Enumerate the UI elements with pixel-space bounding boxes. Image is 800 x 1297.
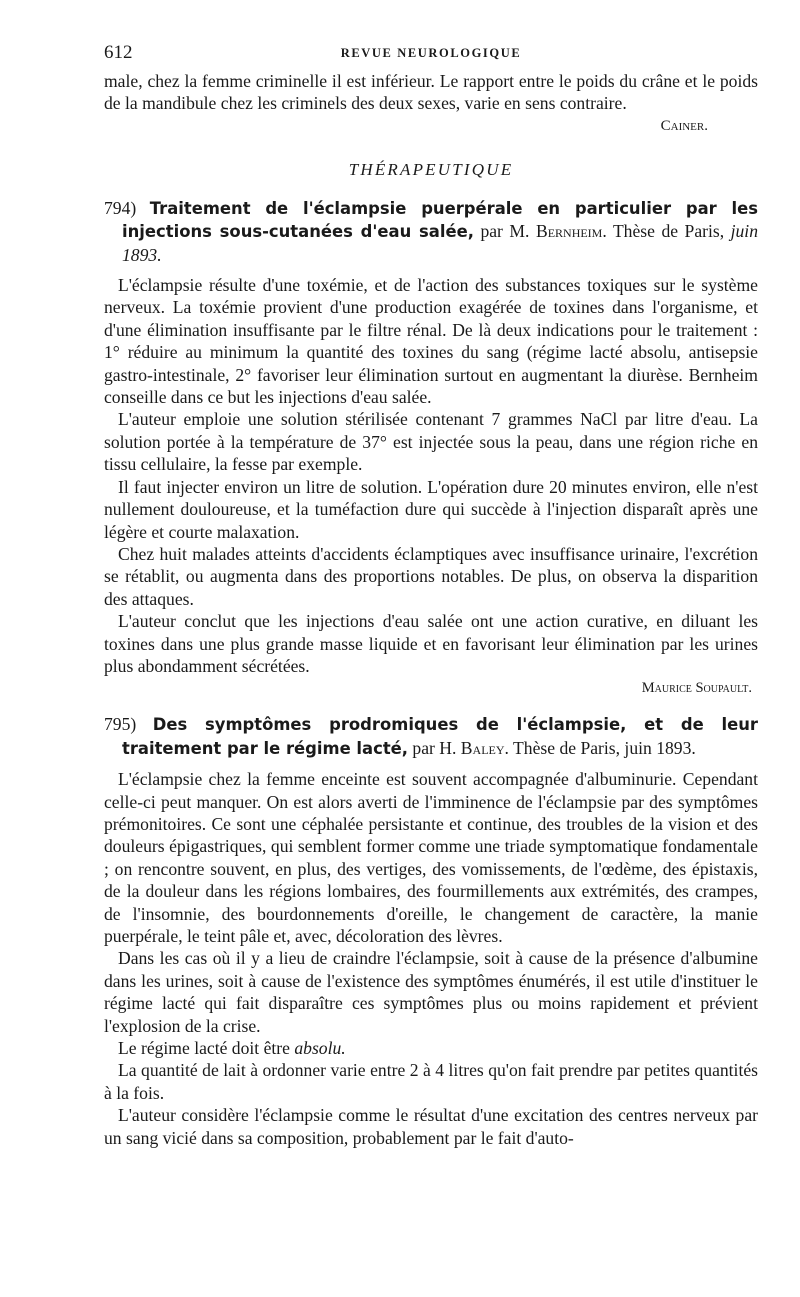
article-795-regime: [104, 1037, 758, 1059]
article-794-number: 794): [104, 197, 137, 218]
article-794-author: Bernheim.: [535, 221, 607, 242]
section-title: THÉRAPEUTIQUE: [348, 159, 514, 179]
journal-page: [104, 42, 758, 1149]
regime-prefix: Le régime lacté doit être: [118, 1038, 290, 1059]
article-794-date: juin 1893.: [122, 221, 758, 265]
article-794-by: par M.: [480, 221, 530, 242]
article-794-paragraph: Chez huit malades atteints d'accidents éclamptiques avec insuffisance urinaire, l'excrétion se rétablit, ou augmenta dans des proportions notables. De plus, on observa la disparition des attaques.: [104, 543, 758, 609]
article-795-title: Des symptômes prodromiques de l'éclampsie, et de leur traitement par le régime lacté,: [122, 715, 758, 758]
article-795: [104, 713, 758, 1149]
article-794-signature: Maurice Soupault.: [641, 680, 752, 697]
article-794-paragraph: L'auteur emploie une solution stérilisée contenant 7 grammes NaCl par litre d'eau. La solution portée à la température de 37° est injectée sous la peau, dans une région riche en tissu cellulaire, la fesse par exemple.: [104, 409, 758, 475]
article-795-by: par H.: [412, 737, 457, 758]
article-794-paragraph: L'éclampsie résulte d'une toxémie, et de l'action des substances toxiques sur le système nerveux. La toxémie provient d'une production exagérée de toxines dans l'organisme, et d'une élimination insuffisante par le filtre rénal. De là deux indications pour le traitement : 1° réduire au minimum la quantité des toxines du sang (régime lacté absolu, antisepsie gastro-intestinale, 2° favoriser leur élimination surtout en augmentant la diurèse. Bernheim conseille dans ce but les injections d'eau salée.: [104, 275, 758, 408]
running-head: REVUE NEUROLOGIQUE: [340, 46, 522, 60]
article-794-paragraph: Il faut injecter environ un litre de solution. L'opération dure 20 minutes environ, elle n'est nullement douloureuse, et la tuméfaction dure qui succède à l'injection disparaît après une légère et courte malaxation.: [104, 476, 758, 542]
article-795-paragraph: La quantité de lait à ordonner varie entre 2 à 4 litres qu'on fait prendre par petites quantités à la fois.: [104, 1060, 758, 1103]
article-794-title: Traitement de l'éclampsie puerpérale en particulier par les injections sous-cutanées d'eau salée,: [122, 198, 758, 242]
article-794: [104, 197, 758, 700]
continuation-paragraph: male, chez la femme criminelle il est inférieur. Le rapport entre le poids du crâne et le poids de la mandibule chez les criminels des deux sexes, varie en sens contraire.: [104, 71, 758, 114]
article-795-heading: [104, 713, 758, 760]
page-number: 612: [104, 42, 133, 63]
article-794-paragraph: L'auteur conclut que les injections d'eau salée ont une action curative, en diluant les toxines dans une plus grande masse liquide et en favorisant leur élimination par les urines plus abondamment sécrétées.: [104, 611, 758, 676]
article-795-paragraph: Dans les cas où il y a lieu de craindre l'éclampsie, soit à cause de la présence d'albumine dans les urines, soit à cause de l'existence des symptômes énumérés, il est utile d'instituer le régime lacté qui fait disparaître ces symptômes plus ou moins rapidement et prévient l'explosion de la crise.: [104, 948, 758, 1036]
article-795-number: 795): [104, 714, 137, 735]
article-794-heading: [104, 197, 758, 266]
article-795-paragraph: L'auteur considère l'éclampsie comme le résultat d'une excitation des centres nerveux par un sang vicié dans sa composition, probablement par le fait d'auto-: [104, 1105, 758, 1148]
article-795-author: Baley.: [460, 737, 509, 758]
article-794-source: Thèse de Paris,: [612, 221, 725, 242]
continuation-author: Cainer.: [660, 117, 708, 134]
page-header: [104, 42, 758, 70]
article-795-paragraph: L'éclampsie chez la femme enceinte est souvent accompagnée d'albuminurie. Cependant celle-ci peut manquer. On est alors averti de l'imminence de l'éclampsie par des symptômes prémonitoires. Ce sont une céphalée persistante et continue, des troubles de la vision et des douleurs épigastriques, qui semblent former comme une triade symptomatique fondamentale ; on rencontre souvent, en plus, des vertiges, des vomissements, de l'œdème, des épistaxis, de la douleur dans les régions lombaires, des fourmillements aux extrémités, des crampes, de l'insomnie, des bourdonnements d'oreille, le changement de caractère, la manie puerpérale, le teint pâle et, avec, décoloration des lèvres.: [104, 769, 758, 946]
article-795-source: Thèse de Paris, juin 1893.: [513, 737, 696, 758]
regime-emphasis: absolu.: [294, 1038, 346, 1059]
